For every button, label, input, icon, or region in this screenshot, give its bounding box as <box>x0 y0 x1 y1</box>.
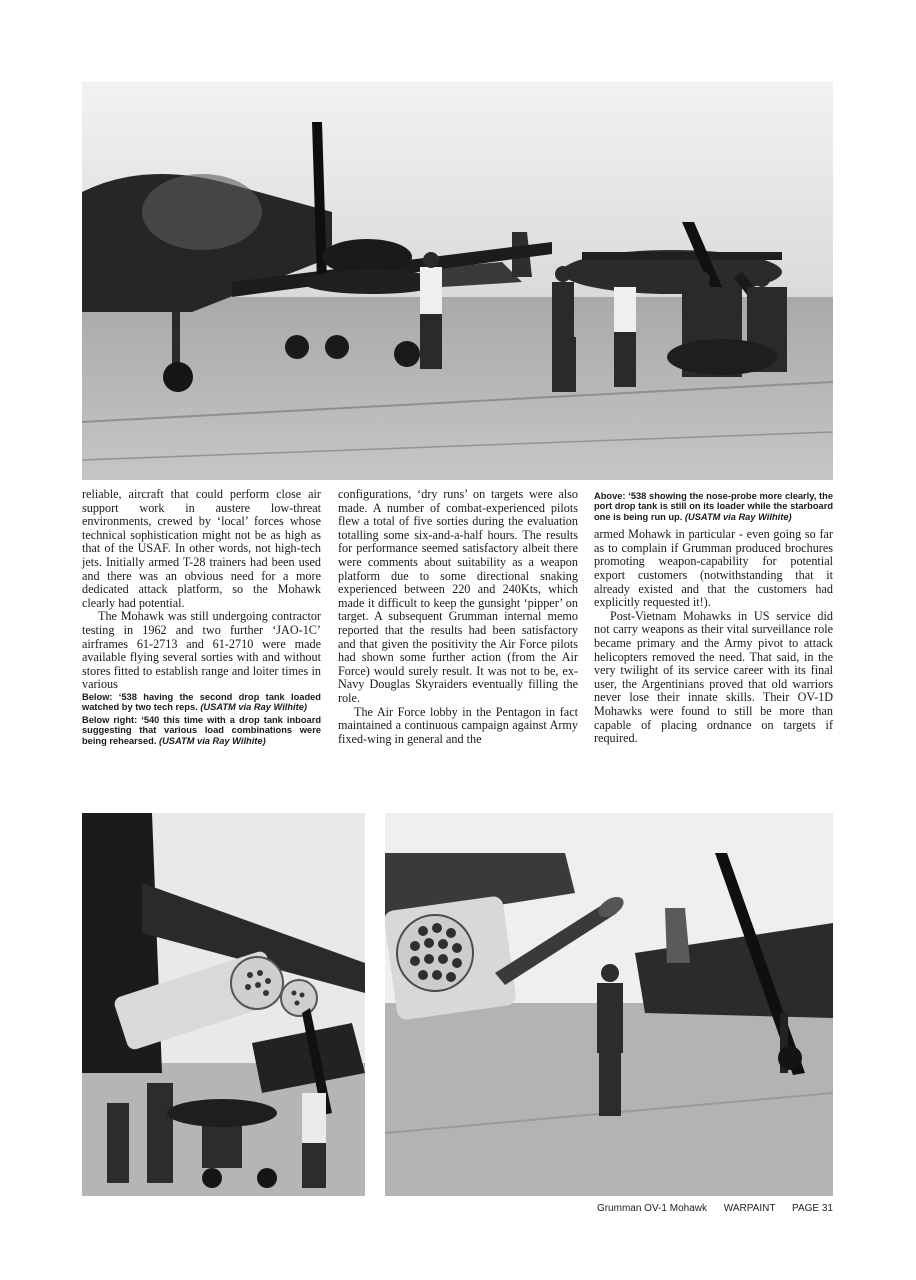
body-paragraph: The Mohawk was still undergoing contractor testing in 1962 and two further ‘JAO-1C’ airframes 61-2713 and 61-2710 were made available flying several sorties with and without stores fitted to establish range and loiter times in various <box>82 609 321 692</box>
caption-below-right <box>82 715 321 746</box>
body-paragraph: reliable, aircraft that could perform close air support work in austere low-threat environments, crewed by ‘local’ forces whose technical sophistication might not be as high as that of the USAF. In other words, not high-tech jets. Initially armed T-28 trainers had been used and there was an obvious need for a more dedicated attack platform, so the Mohawk clearly had potential. <box>82 487 321 610</box>
body-paragraph: configurations, ‘dry runs’ on targets were also made. A number of combat-experienced pilots flew a total of five sorties during the evaluation totalling some six-and-a-half hours. The results for performance seemed satisfactory albeit there were comments about suitability as a weapon platform due to some directional snaking experienced between 220 and 240Kts, which made it difficult to keep the gunsight ‘pipper’ on target. A subsequent Grumman internal memo reported that the results had been satisfactory and that given the positivity the Air Force pilots had shown some further action (from the Air Force) would surely result. It was not to be, ex-Navy Douglas Skyraiders eventually filling the role. <box>338 487 578 705</box>
body-paragraph: Post-Vietnam Mohawks in US service did not carry weapons as their vital surveillance role became primary and the Army pivot to attack helicopters removed the need. That said, in the very twilight of its service career with its final user, the Argentinians proved that old warriors never lose their innate skills. Their OV-1D Mohawks were found to still be more than capable of placing ordnance on targets if required. <box>594 608 833 746</box>
footer-title: Grumman OV-1 Mohawk <box>596 1203 707 1214</box>
photo-credit: (USATM via Ray Wilhite) <box>159 735 266 746</box>
photo-drop-tank-loading-image <box>82 813 365 1196</box>
caption-below <box>82 692 321 713</box>
footer-page-number: PAGE 31 <box>792 1203 833 1214</box>
footer-series: WARPAINT <box>723 1203 776 1214</box>
photo-drop-tank-loading <box>82 813 365 1196</box>
caption-above <box>594 491 833 522</box>
text-column-1 <box>82 488 321 746</box>
photo-rocket-pod-inboard <box>385 813 833 1196</box>
caption-text: Below: ‘538 having the second drop tank loaded watched by two tech reps. <box>82 691 321 713</box>
text-column-2 <box>338 488 578 746</box>
caption-text: Above: ‘538 showing the nose-probe more clearly, the port drop tank is still on its loader while the starboard one is being run up. <box>594 491 833 522</box>
body-paragraph: The Air Force lobby in the Pentagon in fact maintained a continuous campaign against Army fixed-wing in general and the <box>338 704 578 746</box>
photo-rocket-pod-inboard-image <box>385 813 833 1196</box>
body-paragraph: armed Mohawk in particular - even going so far as to complain if Grumman produced brochures promoting weapon-capability for potential export customers (notwithstanding that it already existed and that the customers had explicitly requested it!). <box>594 527 833 610</box>
page-footer <box>597 1203 833 1214</box>
caption-text: Below right: ‘540 this time with a drop tank inboard suggesting that various load combinations were being rehearsed. <box>82 714 321 746</box>
photo-credit: (USATM via Ray Wilhite) <box>200 702 307 713</box>
photo-credit: (USATM via Ray Wilhite) <box>684 511 792 522</box>
photo-mohawk-ramp-image <box>82 82 833 480</box>
text-column-3 <box>594 491 833 746</box>
photo-mohawk-ramp <box>82 82 833 480</box>
